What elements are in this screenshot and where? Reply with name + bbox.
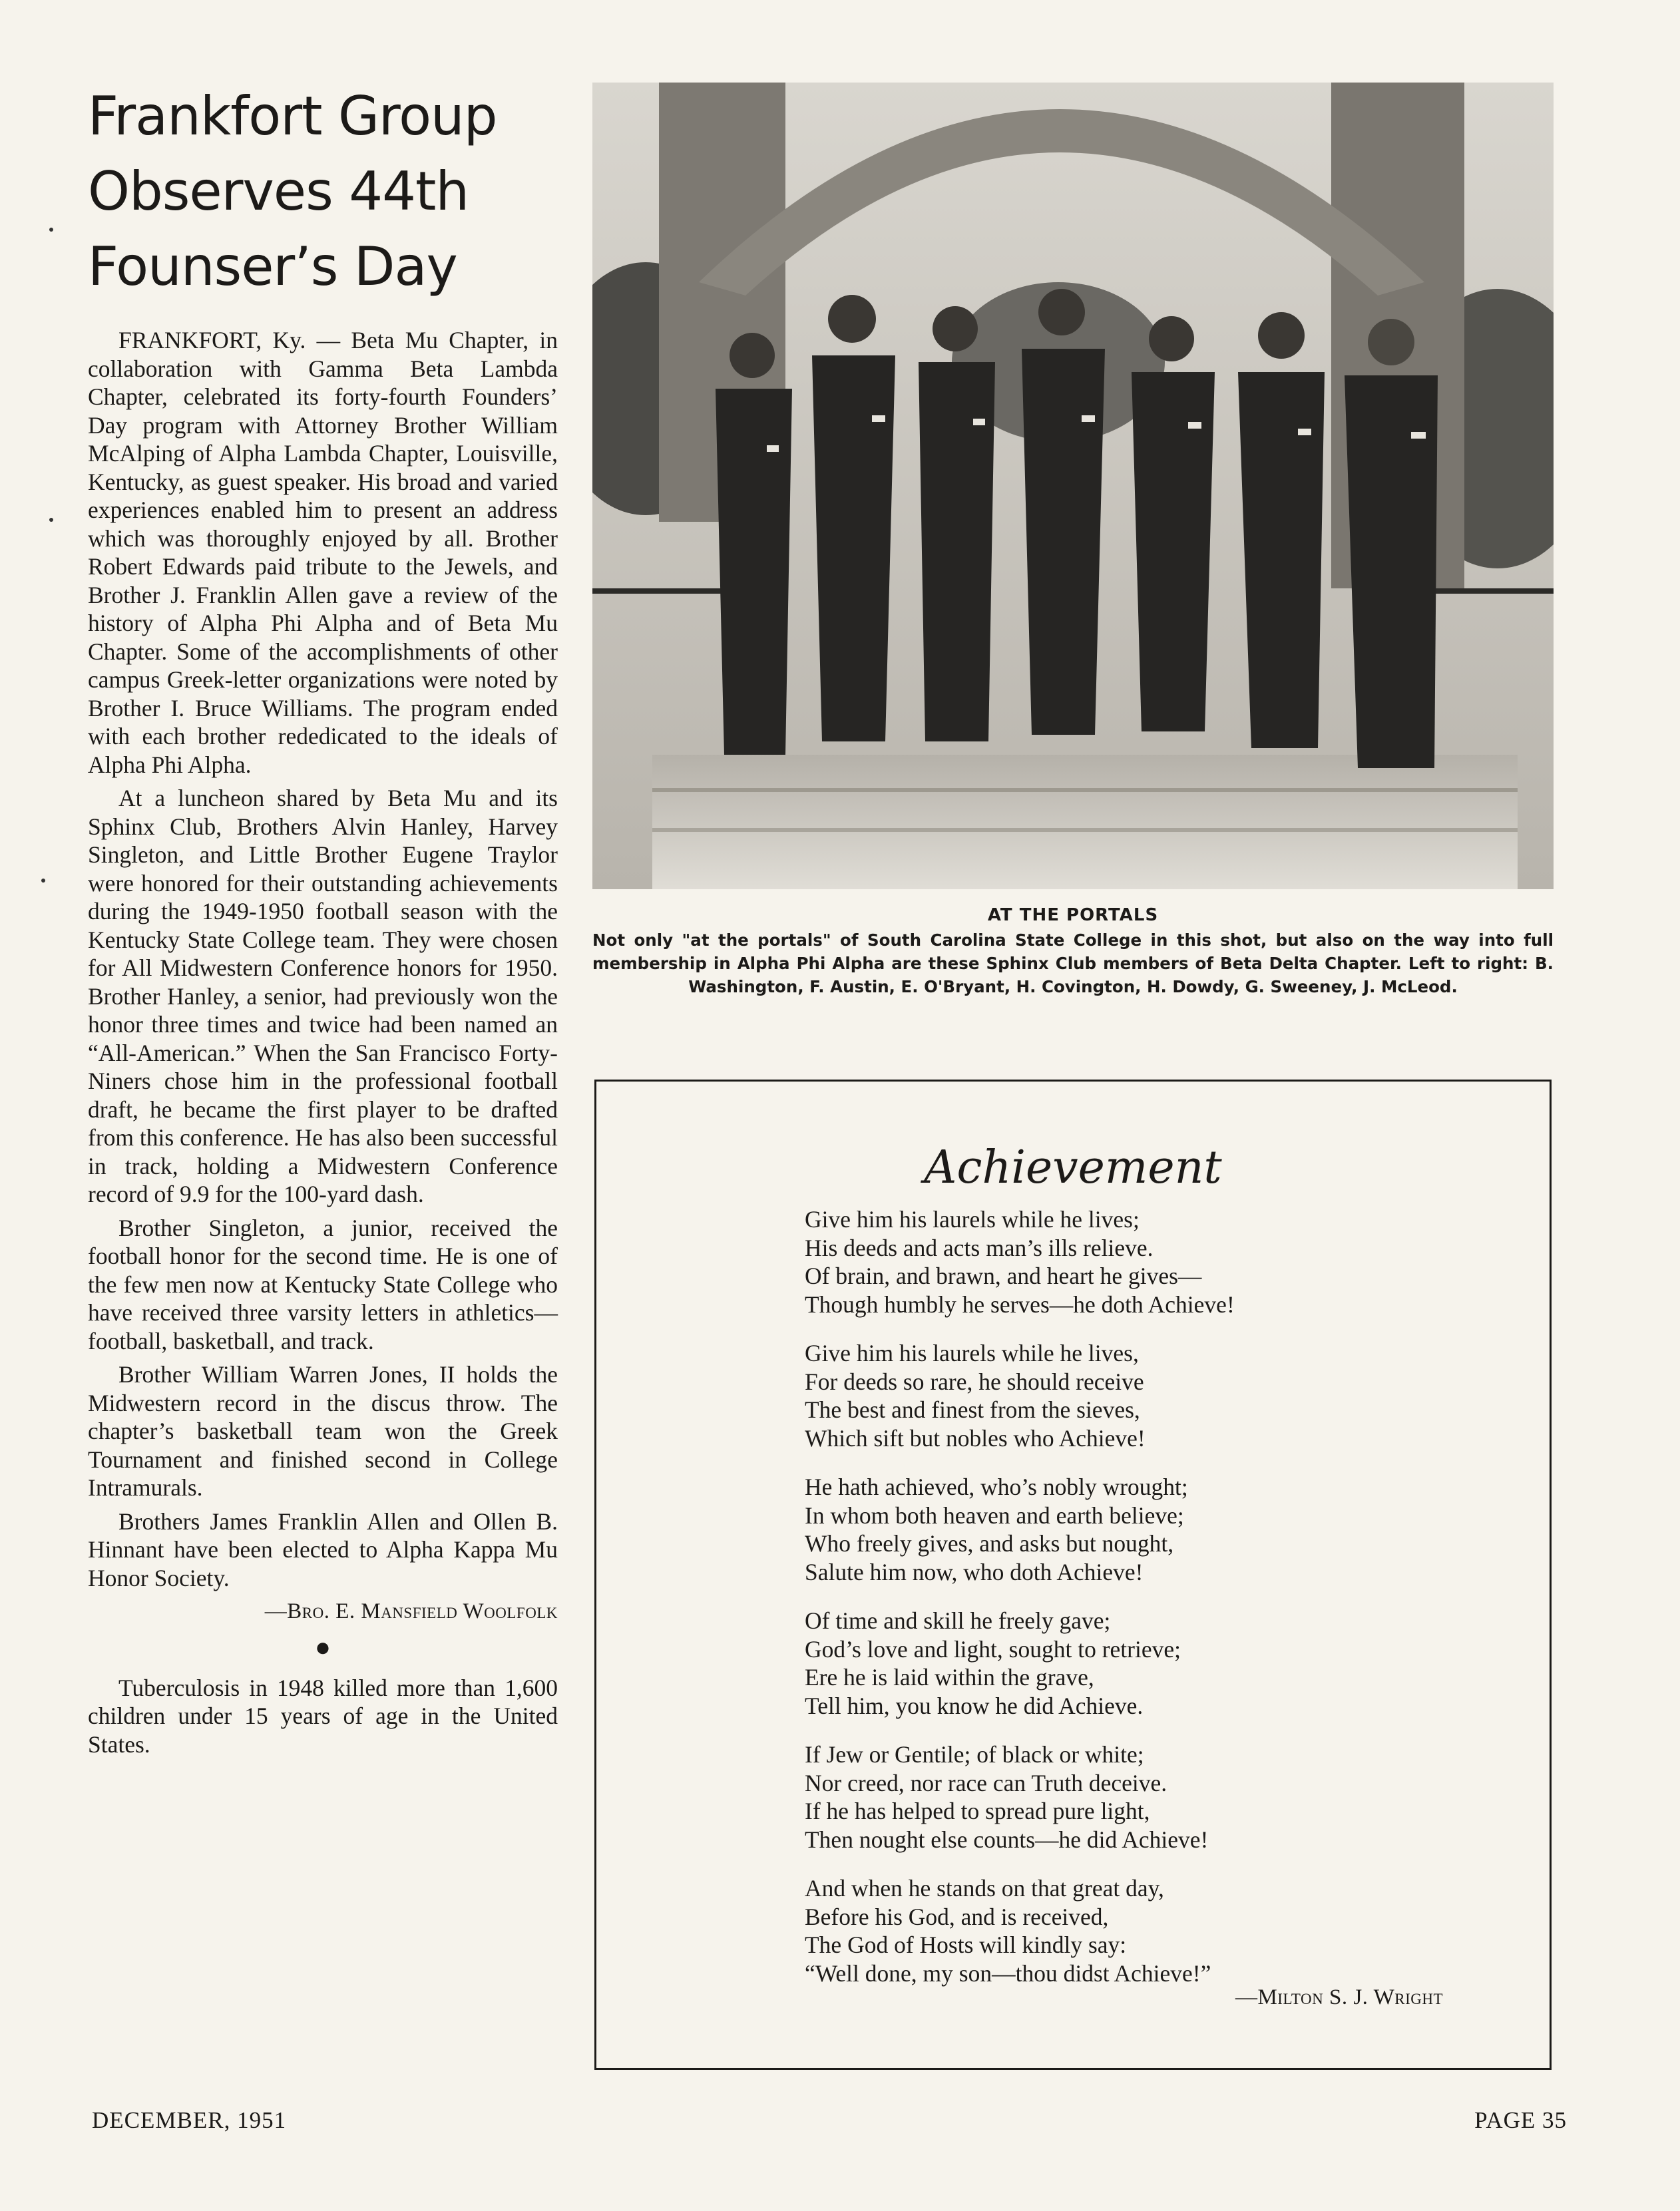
footer-date: DECEMBER, 1951 [92,2107,287,2133]
poem-box [594,1080,1552,2070]
article-body [88,326,558,1764]
figure-1 [716,333,792,755]
figure-5 [1132,316,1215,731]
poem-line: Who freely gives, and asks but nought, [805,1530,1174,1557]
poem-line: And when he stands on that great day, [805,1875,1164,1902]
bullet-separator: ● [314,1631,331,1662]
print-speck [49,228,53,232]
poem-stanza [805,1740,1444,1854]
poem-line: Before his God, and is received, [805,1903,1109,1930]
article-paragraph: Brother Singleton, a junior, received the football honor for the second time. He is one of the few men now at Kentucky State College who have received three varsity letters in athletics—football, basketball, and track. [88,1214,558,1354]
group-photo [592,83,1554,889]
footer-page-number: PAGE 35 [1474,2107,1567,2133]
poem-line: “Well done, my son—thou didst Achieve!” [805,1959,1211,1987]
poem-line: Which sift but nobles who Achieve! [805,1424,1146,1452]
headline-line-3: Founser’s Day [88,236,457,298]
poem-line: For deeds so rare, he should receive [805,1368,1144,1395]
poem-line: Salute him now, who doth Achieve! [805,1558,1144,1585]
poem-line: Of brain, and brawn, and heart he gives— [805,1263,1202,1289]
filler-paragraph: Tuberculosis in 1948 killed more than 1,600 children under 15 years of age in the United States. [88,1674,558,1758]
headline [88,79,514,304]
photo-caption [592,904,1554,998]
figure-4 [1022,289,1105,735]
poem-author: —Milton S. J. Wright [1235,1985,1443,2009]
poem-line: Though humbly he serves—he doth Achieve! [805,1291,1235,1318]
poem-line: God’s love and light, sought to retrieve; [805,1635,1181,1663]
figure-6 [1238,312,1325,748]
poem-line: Nor creed, nor race can Truth deceive. [805,1769,1167,1796]
poem-line: If Jew or Gentile; of black or white; [805,1741,1144,1768]
poem-line: Give him his laurels while he lives; [805,1206,1140,1233]
headline-line-2: Observes 44th [88,160,469,222]
article-paragraph: Brother William Warren Jones, II holds the Midwestern record in the discus throw. The chapter’s basketball team won the Greek Tournament and finished second in College Intramurals. [88,1361,558,1501]
photo-illustration [592,83,1554,889]
poem-stanza [805,1205,1444,1318]
print-speck [41,879,45,883]
figure-3 [919,306,995,741]
figure-7 [1345,319,1438,768]
poem-stanza [805,1607,1444,1720]
caption-body: Not only "at the portals" of South Carolina State College in this shot, but also on the way into full membership in Alpha Phi Alpha are these Sphinx Club members of Beta Delta Chapter. Left to right: B. Washington, F. Austin, E. O'Bryant, H. Covington, H. Dowdy, G. Sweeney, J. McLeod. [592,930,1554,996]
poem-stanza [805,1874,1444,1987]
steps [652,755,1518,889]
poem-stanza [805,1339,1444,1452]
poem-line: Ere he is laid within the grave, [805,1664,1094,1691]
step-edge [652,788,1518,792]
poem-line: The God of Hosts will kindly say: [805,1931,1127,1958]
article-byline: —Bro. E. Mansfield Woolfolk [264,1599,558,1623]
poem-line: Of time and skill he freely gave; [805,1607,1111,1634]
poem-stanza [805,1473,1444,1586]
article-paragraph: FRANKFORT, Ky. — Beta Mu Chapter, in collaboration with Gamma Beta Lambda Chapter, celebrated its forty-fourth Founders’ Day program with Attorney Brother William McAlping of Alpha Lambda Chapter, Louisville, Kentucky, as guest speaker. His broad and varied experiences enabled him to present an address which was thoroughly enjoyed by all. Brother Robert Edwards paid tribute to the Jewels, and Brother J. Franklin Allen gave a review of the history of Alpha Phi Alpha and of Beta Mu Chapter. Some of the accomplishments of other campus Greek-letter organizations were noted by Brother I. Bruce Williams. The program ended with each brother rededicated to the ideals of Alpha Phi Alpha. [88,327,558,778]
poem-line: Then nought else counts—he did Achieve! [805,1826,1209,1853]
step-edge [652,828,1518,832]
poem-line: Tell him, you know he did Achieve. [805,1692,1144,1719]
headline-line-1: Frankfort Group [88,85,497,147]
poem-stanzas [805,1205,1444,2008]
poem-line: His deeds and acts man’s ills relieve. [805,1234,1154,1261]
poem-line: Give him his laurels while he lives, [805,1340,1139,1366]
poem-title: Achievement [596,1141,1550,1191]
caption-title: AT THE PORTALS [987,905,1159,925]
poem-line: He hath achieved, who’s nobly wrought; [805,1474,1188,1500]
print-speck [49,518,53,522]
poem-line: The best and finest from the sieves, [805,1396,1140,1423]
poem-line: In whom both heaven and earth believe; [805,1502,1184,1529]
article-paragraph: At a luncheon shared by Beta Mu and its Sphinx Club, Brothers Alvin Hanley, Harvey Singleton, and Little Brother Eugene Traylor were honored for their outstanding achievements during the 1949-1950 football season with the Kentucky State College team. They were chosen for All Midwestern Conference honors for 1950. Brother Hanley, a senior, had previously won the honor three times and twice had been named an “All-American.” When the San Francisco Forty-Niners chose him in the professional football draft, he became the first player to be drafted from this conference. He has also been successful in track, holding a Midwestern Conference record of 9.9 for the 100-yard dash. [88,785,558,1207]
figure-2 [812,295,895,741]
poem-line: If he has helped to spread pure light, [805,1798,1150,1824]
article-paragraph: Brothers James Franklin Allen and Ollen B. Hinnant have been elected to Alpha Kappa Mu Honor Society. [88,1508,558,1591]
